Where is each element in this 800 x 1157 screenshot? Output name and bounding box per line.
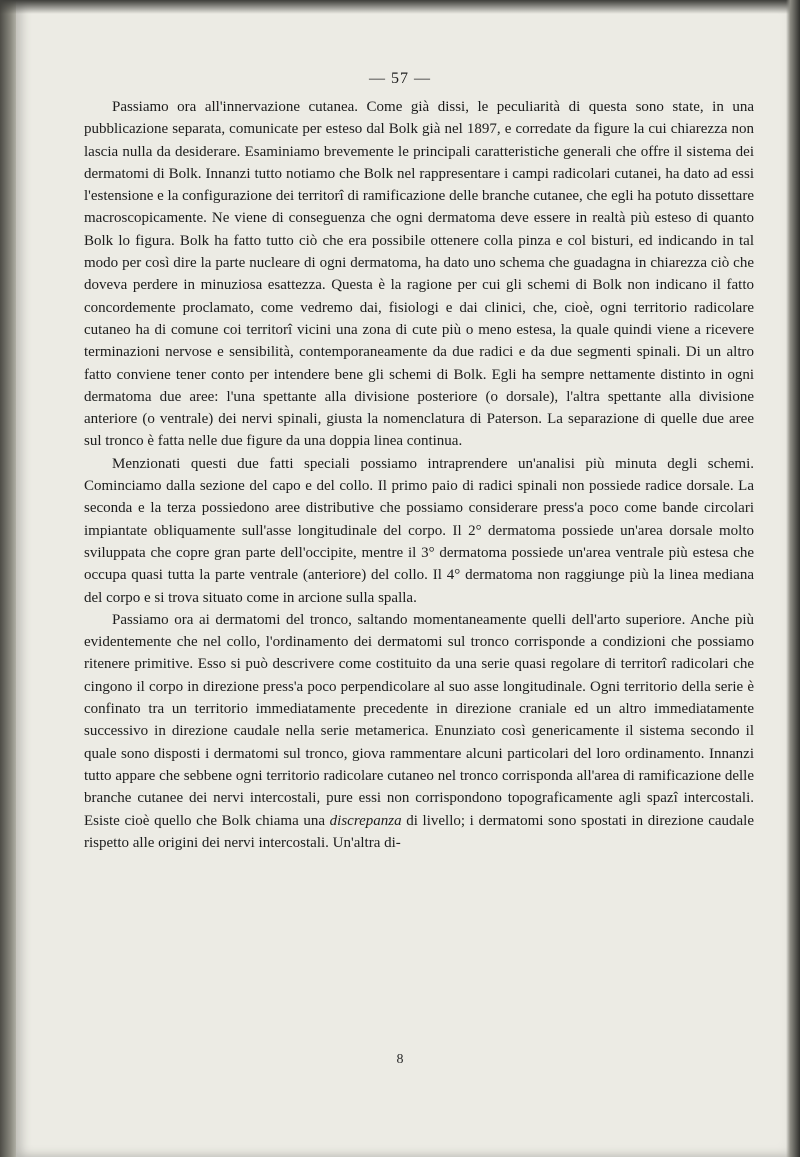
paragraph-bolk-dermatomes: Passiamo ora all'innervazione cutanea. Come già dissi, le peculiarità di questa sono state, in una pubblicazione separata, comunicate per esteso dal Bolk già nel 1897, e corredate da figure la cui chiarezza non lascia nulla da desiderare. Esaminiamo brevemente le principali caratteristiche generali che offre il sistema dei dermatomi di Bolk. Innanzi tutto notiamo che Bolk nel rappresentare i campi radicolari cutanei, ha dato ad essi l'estensione e la configurazione dei territorî di ramificazione delle branche cutanee, che egli ha potuto dissettare macroscopicamente. Ne viene di conseguenza che ogni dermatoma deve essere in realtà più esteso di quanto Bolk lo figura. Bolk ha fatto tutto ciò che era possibile ottenere colla pinza e col bisturi, ed indicando in tal modo per così dire la parte nucleare di ogni dermatoma, ha dato uno schema che guadagna in chiarezza ciò che doveva perdere in minuziosa esattezza. Questa è la ragione per cui gli schemi di Bolk non indicano il fatto concordemente proclamato, come vedremo dai, fisiologi e dai clinici, che, cioè, ogni territorio radicolare cutaneo ha di comune coi territorî vicini una zona di cute più o meno estesa, la quale quindi viene a ricevere terminazioni nervose e sensibilità, contemporaneamente da due radici e da due segmenti spinali. Di un altro fatto conviene tener conto per intendere bene gli schemi di Bolk. Egli ha sempre nettamente distinto in ogni dermatoma due aree: l'una spettante alla divisione posteriore (o dorsale), l'altra spettante alla divisione anteriore (o ventrale) dei nervi spinali, giusta la nomenclatura di Paterson. La separazione di quelle due aree sul tronco è fatta nelle due figure da una doppia linea continua. [84, 99, 754, 450]
paragraph-trunk-continuation: di livello; i dermatomi sono spostati in direzione caudale rispetto alle origini dei nervi intercostali. Un'altra di- [84, 812, 754, 851]
paragraph-trunk-text: Passiamo ora ai dermatomi del tronco, saltando momentaneamente quelli dell'arto superiore. Anche più evidentemente che nel collo, l'ordinamento dei dermatomi sul tronco corrisponde a condizioni che possiamo ritenere primitive. Esso si può descrivere come costituito da una serie quasi regolare di territorî radicolari che cingono il corpo in direzione press'a poco perpendicolare al suo asse longitudinale. Ogni territorio della serie è confinato tra un territorio immediatamente precedente in direzione craniale ed un altro immediatamente successivo in direzione caudale nella serie metamerica. Enunziato così genericamente il sistema secondo il quale sono disposti i dermatomi sul tronco, giova rammentare alcuni particolari del loro ordinamento. Innanzi tutto appare che sebbene ogni territorio radicolare cutaneo nel tronco corrisponda all'area di ramificazione delle branche cutanee dei nervi intercostali, pure essi non corrispondono topograficamente agli spazî intercostali. Esiste cioè quello che Bolk chiama una [84, 611, 754, 829]
paragraph-head-neck: Menzionati questi due fatti speciali possiamo intraprendere un'analisi più minuta degli schemi. Cominciamo dalla sezione del capo e del collo. Il primo paio di radici spinali non possiede radice dorsale. La seconda e la terza possiedono aree distributive che possiamo considerare press'a poco come bande circolari impiantate obliquamente sull'asse longitudinale del corpo. Il 2° dermatoma possiede un'area dorsale molto sviluppata che copre gran parte dell'occipite, mentre il 3° dermatoma possiede un'area ventrale più estesa che occupa quasi tutta la parte ventrale (anteriore) del collo. Il 4° dermatoma non raggiunge più la linea mediana del corpo e si trova situato come in arcione sulla spalla. [84, 455, 754, 606]
page-number: — 57 — [369, 70, 431, 87]
body-text [84, 96, 754, 854]
page-right-edge-shadow [786, 0, 800, 1157]
page-top-shadow [0, 0, 800, 14]
paragraph-trunk [84, 609, 754, 854]
signature-mark: 8 [396, 1052, 404, 1067]
emphasized-term: discrepanza [329, 812, 402, 829]
